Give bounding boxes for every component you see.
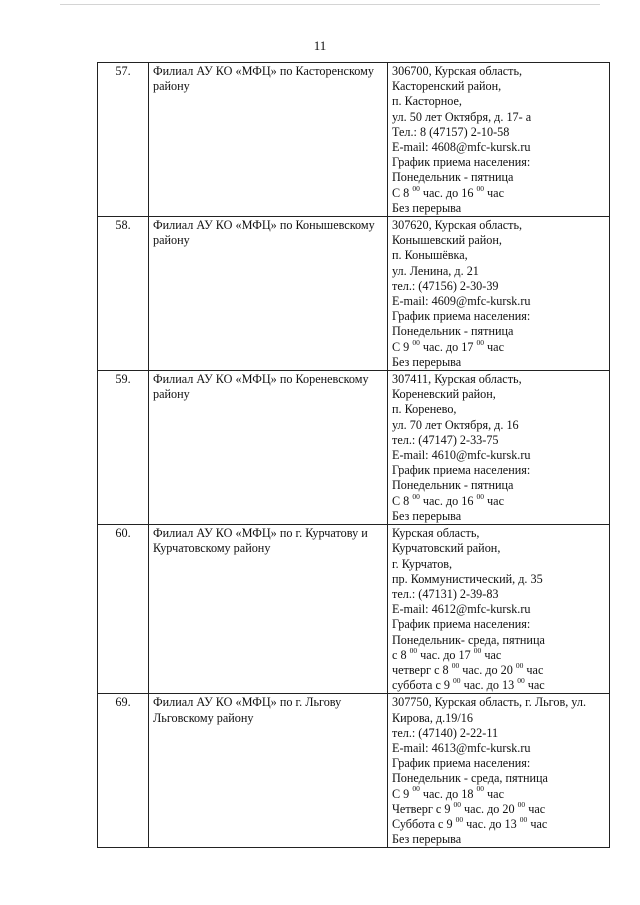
info-line: 307411, Курская область,	[392, 372, 522, 387]
minutes-superscript: 00	[476, 784, 484, 794]
schedule-unit: час	[524, 678, 545, 693]
branch-name: Филиал АУ КО «МФЦ» по г. Курчатову и Курчатовскому району	[149, 525, 388, 694]
minutes-superscript: 00	[476, 337, 484, 347]
schedule-line	[392, 645, 605, 663]
row-number: 60.	[98, 525, 149, 694]
branch-contact-info	[388, 371, 610, 525]
minutes-superscript: 00	[412, 784, 420, 794]
info-line: Без перерыва	[392, 832, 462, 847]
schedule-from: суббота с 9	[392, 678, 454, 693]
branch-contact-info	[388, 694, 610, 848]
schedule-to: час. до 16	[419, 185, 477, 200]
info-line: ул. 50 лет Октября, д. 17- а	[392, 109, 532, 124]
schedule-from: Четверг с 9	[392, 801, 454, 816]
info-line: Понедельник- среда, пятница	[392, 632, 545, 647]
schedule-line	[392, 183, 605, 201]
branch-name: Филиал АУ КО «МФЦ» по Конышевскому району	[149, 217, 388, 371]
schedule-from: Суббота с 9	[392, 816, 456, 831]
info-line: E-mail: 4610@mfc-kursk.ru	[392, 448, 531, 463]
minutes-superscript: 00	[519, 814, 528, 824]
minutes-superscript: 00	[412, 183, 420, 193]
info-line: Понедельник - пятница	[392, 324, 514, 339]
info-line: Курская область,	[392, 526, 480, 541]
info-line: График приема населения:	[392, 617, 531, 632]
info-line: Без перерыва	[392, 354, 462, 369]
info-line: Кореневский район,	[392, 387, 496, 402]
table-row	[98, 217, 610, 371]
branch-contact-info	[388, 63, 610, 217]
row-number: 58.	[98, 217, 149, 371]
info-line: График приема населения:	[392, 756, 531, 771]
schedule-unit: час	[484, 493, 504, 508]
minutes-superscript: 00	[517, 799, 526, 809]
schedule-unit: час	[525, 801, 546, 816]
schedule-line	[392, 814, 605, 832]
branch-contact-info	[388, 525, 610, 694]
schedule-to: час. до 18	[419, 786, 477, 801]
info-line: 307620, Курская область,	[392, 218, 523, 233]
branch-name: Филиал АУ КО «МФЦ» по Кореневскому району	[149, 371, 388, 525]
info-line: тел.: (47156) 2-30-39	[392, 278, 499, 293]
minutes-superscript: 00	[412, 491, 420, 501]
info-line: График приема населения:	[392, 463, 531, 478]
page-number: 11	[313, 38, 327, 53]
info-line: График приема населения:	[392, 309, 531, 324]
info-line: 307750, Курская область, г. Льгов, ул.	[392, 695, 586, 710]
table-row	[98, 63, 610, 217]
schedule-line	[392, 799, 605, 817]
schedule-unit: час	[481, 647, 502, 662]
info-line: г. Курчатов,	[392, 556, 453, 571]
schedule-to: час. до 13	[463, 816, 520, 831]
info-line: Курчатовский район,	[392, 541, 501, 556]
info-line: Конышевский район,	[392, 233, 502, 248]
minutes-superscript: 00	[453, 799, 461, 809]
schedule-unit: час	[523, 662, 544, 677]
schedule-line	[392, 678, 605, 693]
schedule-unit: час	[484, 185, 504, 200]
info-line: п. Касторное,	[392, 94, 462, 109]
info-line: Понедельник - среда, пятница	[392, 771, 548, 786]
info-line: График приема населения:	[392, 155, 531, 170]
info-line: тел.: (47147) 2-33-75	[392, 432, 499, 447]
info-line: Без перерыва	[392, 200, 462, 215]
row-number: 59.	[98, 371, 149, 525]
schedule-unit: час	[527, 816, 548, 831]
schedule-unit: час	[484, 339, 504, 354]
info-line: пр. Коммунистический, д. 35	[392, 571, 543, 586]
info-line: 306700, Курская область,	[392, 64, 523, 78]
minutes-superscript: 00	[476, 183, 484, 193]
minutes-superscript: 00	[453, 676, 461, 686]
schedule-to: час. до 20	[461, 801, 518, 816]
schedule-line	[392, 337, 605, 355]
minutes-superscript: 00	[451, 660, 460, 670]
schedule-line	[392, 491, 605, 509]
schedule-line	[392, 784, 605, 802]
minutes-superscript: 00	[515, 660, 524, 670]
minutes-superscript: 00	[455, 814, 464, 824]
schedule-unit: час	[484, 786, 504, 801]
info-line: ул. Ленина, д. 21	[392, 263, 479, 278]
schedule-from: с 8	[392, 647, 410, 662]
info-line: Касторенский район,	[392, 79, 502, 94]
info-line: E-mail: 4609@mfc-kursk.ru	[392, 294, 531, 309]
branch-table	[97, 62, 610, 848]
info-line: тел.: (47140) 2-22-11	[392, 725, 499, 740]
table-row	[98, 694, 610, 848]
minutes-superscript: 00	[409, 645, 418, 655]
info-line: ул. 70 лет Октября, д. 16	[392, 417, 519, 432]
info-line: Понедельник - пятница	[392, 170, 514, 185]
schedule-from: четверг с 8	[392, 662, 452, 677]
schedule-from: С 9	[392, 339, 413, 354]
table-row	[98, 525, 610, 694]
schedule-from: С 9	[392, 786, 413, 801]
row-number: 57.	[98, 63, 149, 217]
info-line: Кирова, д.19/16	[392, 710, 473, 725]
info-line: E-mail: 4613@mfc-kursk.ru	[392, 740, 531, 755]
table-row	[98, 371, 610, 525]
minutes-superscript: 00	[476, 491, 484, 501]
scan-top-edge	[60, 4, 600, 5]
info-line: E-mail: 4612@mfc-kursk.ru	[392, 602, 531, 617]
branch-name: Филиал АУ КО «МФЦ» по г. Льгову Льговскому району	[149, 694, 388, 848]
info-line: Без перерыва	[392, 508, 462, 523]
info-line: Понедельник - пятница	[392, 478, 514, 493]
schedule-line	[392, 660, 605, 678]
schedule-from: С 8	[392, 493, 413, 508]
info-line: тел.: (47131) 2-39-83	[392, 586, 499, 601]
minutes-superscript: 00	[473, 645, 482, 655]
minutes-superscript: 00	[412, 337, 420, 347]
info-line: E-mail: 4608@mfc-kursk.ru	[392, 140, 531, 155]
info-line: Тел.: 8 (47157) 2-10-58	[392, 124, 510, 139]
schedule-to: час. до 20	[459, 662, 516, 677]
schedule-from: С 8	[392, 185, 413, 200]
schedule-to: час. до 16	[419, 493, 477, 508]
branch-contact-info	[388, 217, 610, 371]
schedule-to: час. до 17	[417, 647, 474, 662]
schedule-to: час. до 13	[460, 678, 518, 693]
schedule-to: час. до 17	[419, 339, 477, 354]
info-line: п. Коренево,	[392, 402, 457, 417]
row-number: 69.	[98, 694, 149, 848]
minutes-superscript: 00	[517, 676, 525, 686]
info-line: п. Конышёвка,	[392, 248, 468, 263]
branch-name: Филиал АУ КО «МФЦ» по Касторенскому району	[149, 63, 388, 217]
